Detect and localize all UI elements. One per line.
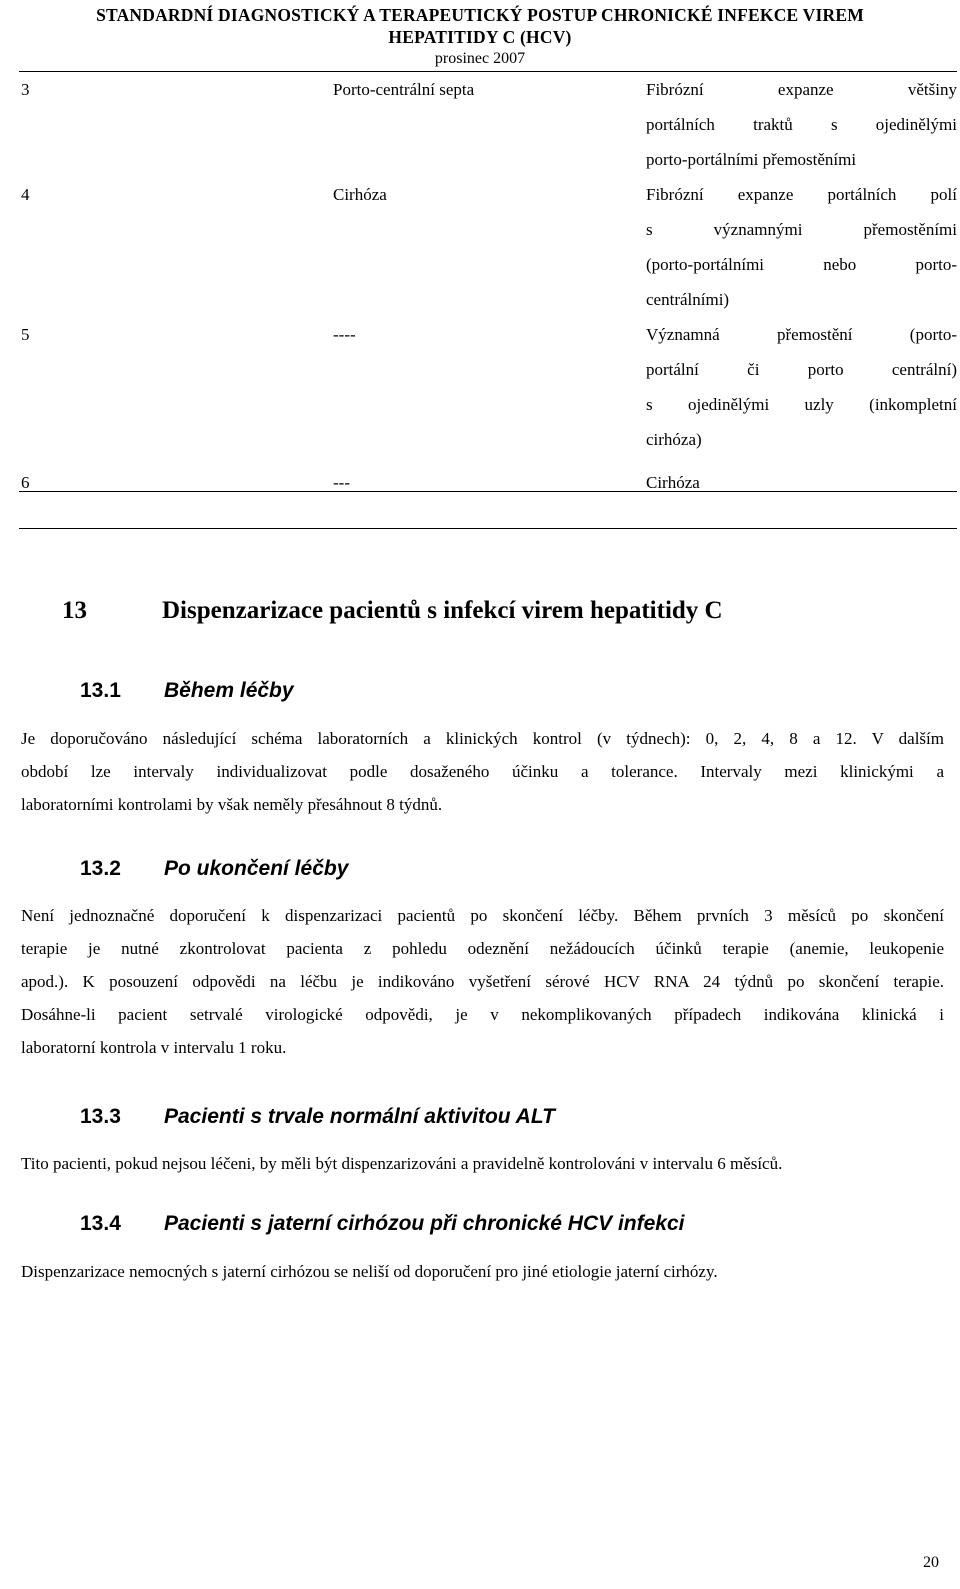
paragraph-line: laboratorní kontrola v intervalu 1 roku. bbox=[21, 1038, 287, 1057]
description-line: s významnými přemostěními bbox=[646, 220, 957, 239]
fibrosis-description bbox=[646, 317, 957, 457]
description-line: portálních traktů s ojedinělými bbox=[646, 115, 957, 134]
subsection-title: Během léčby bbox=[164, 679, 294, 702]
description-line: cirhóza) bbox=[646, 430, 702, 449]
paragraph-line: laboratorními kontrolami by však neměly přesáhnout 8 týdnů. bbox=[21, 795, 443, 814]
paragraph-line: apod.). K posouzení odpovědi na léčbu je indikováno vyšetření sérové HCV RNA 24 týdnů po skončení terapie. bbox=[21, 972, 944, 991]
page-number: 20 bbox=[923, 1554, 939, 1571]
subsection-heading-13-1 bbox=[80, 677, 294, 705]
document-title-line2: HEPATITIDY C (HCV) bbox=[388, 27, 572, 47]
paragraph-line: Je doporučováno následující schéma laboratorních a klinických kontrol (v týdnech): 0, 2, 4, 8 a 12. V dalším bbox=[21, 729, 944, 748]
subsection-number: 13.1 bbox=[80, 679, 121, 702]
fibrosis-description bbox=[646, 465, 957, 500]
fibrosis-stage-name: ---- bbox=[333, 325, 356, 344]
subsection-heading-13-2 bbox=[80, 855, 348, 883]
subsection-title: Po ukončení léčby bbox=[164, 857, 349, 880]
description-line: Významná přemostění (porto- bbox=[646, 325, 957, 344]
description-line: centrálními) bbox=[646, 290, 730, 309]
fibrosis-score: 5 bbox=[21, 325, 30, 344]
paragraph-line: Dosáhne-li pacient setrvalé virologické odpovědi, je v nekomplikovaných případech indikována klinická i bbox=[21, 1005, 944, 1024]
fibrosis-score: 6 bbox=[21, 473, 30, 492]
subsection-number: 13.4 bbox=[80, 1212, 121, 1235]
fibrosis-score: 4 bbox=[21, 185, 30, 204]
description-line: Fibrózní expanze portálních polí bbox=[646, 185, 957, 204]
paragraph-line: období lze intervaly individualizovat podle dosaženého účinku a tolerance. Intervaly mezi klinickými a bbox=[21, 762, 944, 781]
section-number: 13 bbox=[62, 597, 87, 624]
page-header bbox=[0, 4, 960, 69]
paragraph-line: Není jednoznačné doporučení k dispenzarizaci pacientů po skončení léčby. Během prvních 3 měsíců po skončení bbox=[21, 906, 944, 925]
paragraph-13-4 bbox=[21, 1255, 944, 1288]
paragraph-line: terapie je nutné zkontrolovat pacienta z pohledu odeznění nežádoucích účinků terapie (anemie, leukopenie bbox=[21, 939, 944, 958]
description-line: (porto-portálními nebo porto- bbox=[646, 255, 957, 274]
description-line: Cirhóza bbox=[646, 473, 700, 492]
description-line: portální či porto centrální) bbox=[646, 360, 957, 379]
fibrosis-stage-name: Porto-centrální septa bbox=[333, 80, 475, 99]
table-bottom-rule bbox=[19, 528, 957, 529]
paragraph-13-3 bbox=[21, 1147, 944, 1180]
paragraph-13-2 bbox=[21, 899, 944, 1064]
document-date: prosinec 2007 bbox=[434, 50, 526, 67]
description-line: Fibrózní expanze většiny bbox=[646, 80, 957, 99]
document-title-line1: STANDARDNÍ DIAGNOSTICKÝ A TERAPEUTICKÝ POSTUP CHRONICKÉ INFEKCE VIREM bbox=[96, 5, 864, 25]
section-title: Dispenzarizace pacientů s infekcí virem hepatitidy C bbox=[162, 597, 723, 624]
table-row-divider bbox=[19, 491, 957, 492]
fibrosis-description bbox=[646, 177, 957, 317]
subsection-number: 13.3 bbox=[80, 1105, 121, 1128]
fibrosis-description bbox=[646, 72, 957, 177]
fibrosis-score: 3 bbox=[21, 80, 30, 99]
section-heading bbox=[62, 594, 723, 628]
subsection-heading-13-3 bbox=[80, 1103, 555, 1131]
description-line: porto-portálními přemostěními bbox=[646, 150, 857, 169]
table-row bbox=[21, 317, 957, 457]
description-line: s ojedinělými uzly (inkompletní bbox=[646, 395, 957, 414]
paragraph-line: Tito pacienti, pokud nejsou léčeni, by měli být dispenzarizováni a pravidelně kontrolováni v intervalu 6 měsíců. bbox=[21, 1154, 783, 1173]
table-row bbox=[21, 465, 957, 500]
table-row bbox=[21, 72, 957, 177]
subsection-heading-13-4 bbox=[80, 1210, 684, 1238]
subsection-title: Pacienti s jaterní cirhózou při chronické HCV infekci bbox=[164, 1212, 685, 1235]
paragraph-13-1 bbox=[21, 722, 944, 821]
fibrosis-stage-name: Cirhóza bbox=[333, 185, 387, 204]
subsection-title: Pacienti s trvale normální aktivitou ALT bbox=[164, 1105, 555, 1128]
paragraph-line: Dispenzarizace nemocných s jaterní cirhózou se neliší od doporučení pro jiné etiologie jaterní cirhózy. bbox=[21, 1262, 718, 1281]
subsection-number: 13.2 bbox=[80, 857, 121, 880]
fibrosis-stage-name: --- bbox=[333, 473, 350, 492]
table-row bbox=[21, 177, 957, 317]
